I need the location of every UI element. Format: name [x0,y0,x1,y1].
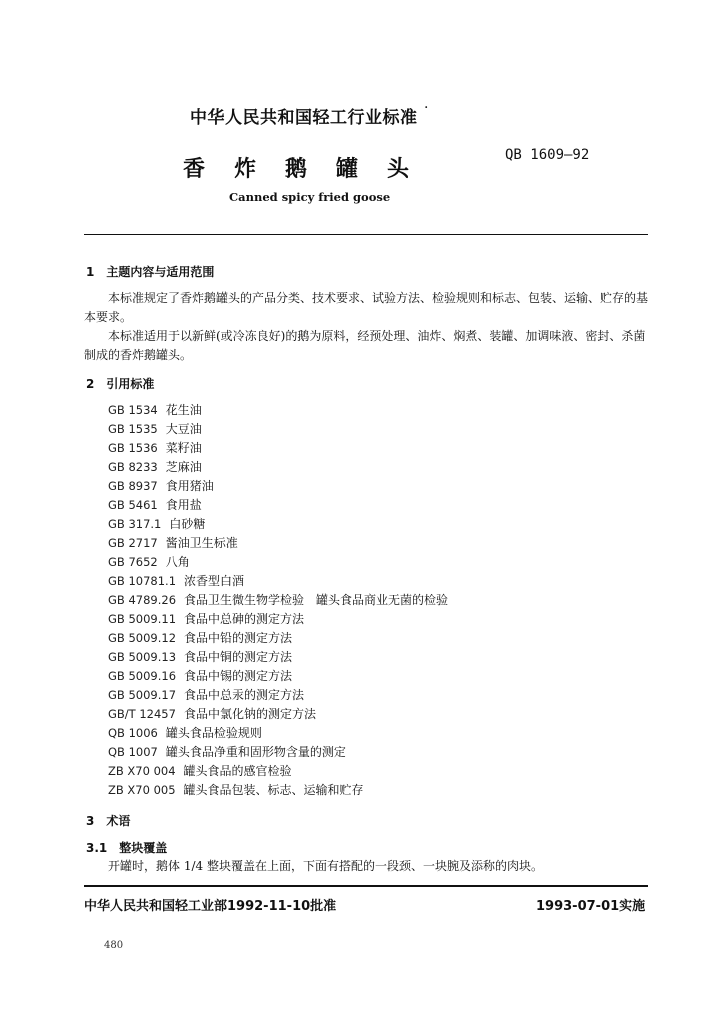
reference-code: ZB X70 005 [108,783,176,797]
reference-code: GB 5009.12 [108,631,177,645]
section-1-heading: 1 主题内容与适用范围 [86,265,215,279]
effective-date: 1993-07-01实施 [536,899,646,914]
reference-item [108,477,448,496]
reference-title: 芝麻油 [165,460,202,474]
reference-item [108,724,448,743]
approval-line: 中华人民共和国轻工业部1992-11-10批准 [84,899,337,914]
reference-title: 白砂糖 [169,517,206,531]
reference-code: GB 5009.13 [108,650,177,664]
reference-title: 食品卫生微生物学检验 罐头食品商业无菌的检验 [184,593,449,607]
reference-title: 食品中铅的测定方法 [184,631,293,645]
reference-title: 大豆油 [165,422,202,436]
reference-title: 食用猪油 [165,479,214,493]
reference-title: 食用盐 [165,498,202,512]
section-1-para-1-line-2: 本要求。 [84,310,133,324]
reference-code: GB 7652 [108,555,158,569]
reference-item [108,458,448,477]
reference-item [108,686,448,705]
document-title: 香炸鹅罐头 [183,157,439,182]
header-divider [84,234,648,235]
reference-code: GB 8233 [108,460,158,474]
reference-code: GB 1536 [108,441,158,455]
reference-code: GB 5009.11 [108,612,177,626]
reference-code: GB 317.1 [108,517,162,531]
reference-title: 食品中铜的测定方法 [184,650,293,664]
reference-code: GB 5009.16 [108,669,177,683]
reference-item [108,420,448,439]
reference-code: QB 1007 [108,745,158,759]
reference-title: 食品中总砷的测定方法 [184,612,305,626]
reference-title: 酱油卫生标准 [165,536,238,550]
reference-code: QB 1006 [108,726,158,740]
reference-code: GB 1535 [108,422,158,436]
reference-title: 食品中总汞的测定方法 [184,688,305,702]
section-3-heading: 3 术语 [86,814,131,828]
reference-title: 花生油 [165,403,202,417]
reference-title: 罐头食品的感官检验 [183,764,292,778]
reference-title: 菜籽油 [165,441,202,455]
reference-item [108,439,448,458]
reference-code: GB 4789.26 [108,593,177,607]
reference-title: 食品中氯化钠的测定方法 [183,707,316,721]
reference-code: GB 8937 [108,479,158,493]
section-3-1-heading: 3.1 整块覆盖 [86,841,168,855]
reference-title: 浓香型白酒 [184,574,245,588]
reference-item [108,781,448,800]
reference-item [108,648,448,667]
reference-title: 罐头食品包装、标志、运输和贮存 [183,783,364,797]
section-1-para-2-line-1: 本标准适用于以新鲜(或冷冻良好)的鹅为原料，经预处理、油炸、焖煮、装罐、加调味液、密封、杀菌 [108,329,646,343]
reference-title: 罐头食品检验规则 [165,726,262,740]
reference-title: 八角 [165,555,190,569]
reference-title: 罐头食品净重和固形物含量的测定 [165,745,346,759]
reference-item [108,762,448,781]
reference-code: GB/T 12457 [108,707,176,721]
reference-code: GB 10781.1 [108,574,177,588]
standard-number: QB 1609—92 [505,147,590,163]
reference-item [108,496,448,515]
reference-code: ZB X70 004 [108,764,176,778]
reference-item [108,401,448,420]
reference-code: GB 1534 [108,403,158,417]
reference-item [108,515,448,534]
page-number: 480 [104,940,124,951]
reference-item [108,705,448,724]
reference-item [108,610,448,629]
reference-item [108,553,448,572]
english-title: Canned spicy fried goose [229,190,391,204]
reference-item [108,534,448,553]
reference-list [108,401,448,800]
header-mark: · [424,100,429,116]
reference-code: GB 5009.17 [108,688,177,702]
section-1-para-2-line-2: 制成的香炸鹅罐头。 [84,348,193,362]
reference-code: GB 5461 [108,498,158,512]
section-1-para-1-line-1: 本标准规定了香炸鹅罐头的产品分类、技术要求、试验方法、检验规则和标志、包装、运输、贮存的基 [108,291,649,305]
issuer-title: 中华人民共和国轻工行业标准 [190,108,418,128]
reference-item [108,743,448,762]
section-3-1-text: 开罐时，鹅体 1/4 整块覆盖在上面，下面有搭配的一段颈、一块腕及添称的肉块。 [108,859,543,873]
reference-item [108,629,448,648]
reference-item [108,591,448,610]
reference-title: 食品中锡的测定方法 [184,669,293,683]
reference-item [108,667,448,686]
reference-item [108,572,448,591]
reference-code: GB 2717 [108,536,158,550]
footer-divider [84,885,648,887]
section-2-heading: 2 引用标准 [86,377,155,391]
